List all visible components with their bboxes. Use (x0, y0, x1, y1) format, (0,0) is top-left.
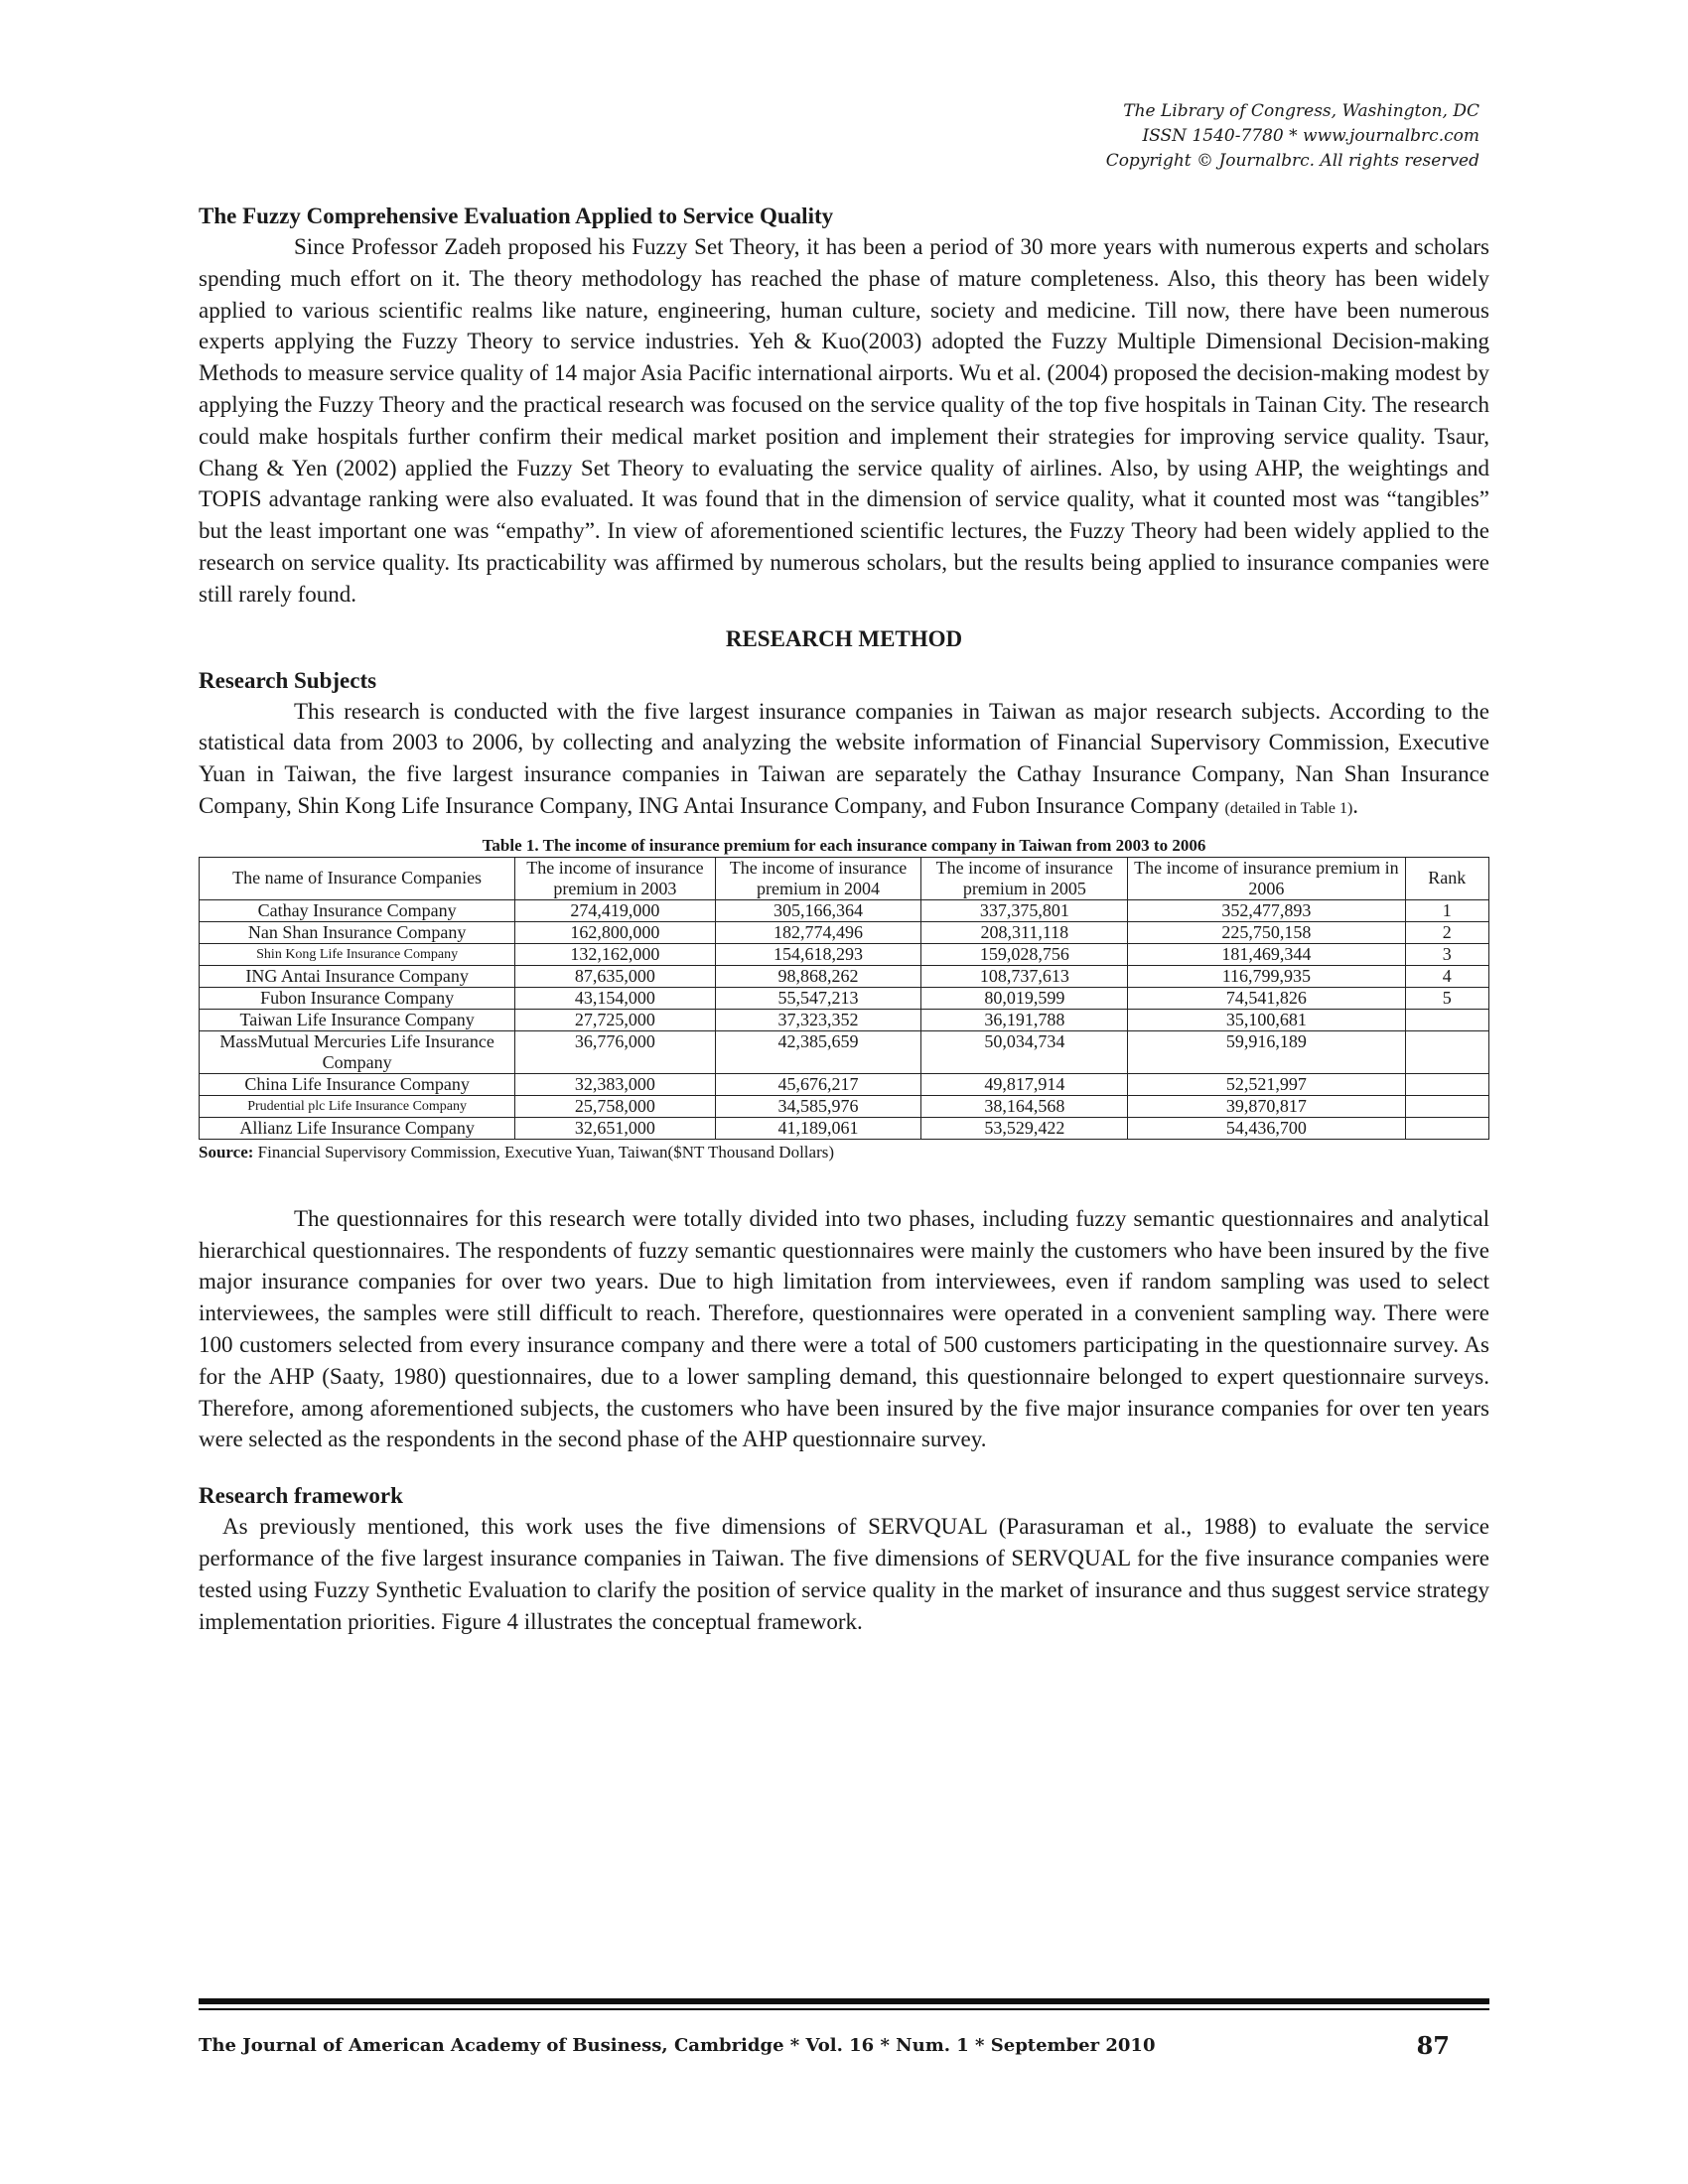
paragraph-fuzzy: Since Professor Zadeh proposed his Fuzzy Set Theory, it has been a period of 30 more years with numerous experts and scholars spending much effort on it. The theory methodology has reached the phase of mature completeness. Also, this theory has been widely applied to various scientific realms like nature, engineering, human culture, society and medicine. Till now, there have been numerous experts applying the Fuzzy Theory to service industries. Yeh & Kuo(2003) adopted the Fuzzy Multiple Dimensional Decision-making Methods to measure service quality of 14 major Asia Pacific international airports. Wu et al. (2004) proposed the decision-making modest by applying the Fuzzy Theory and the practical research was focused on the service quality of the top five hospitals in Tainan City. The research could make hospitals further confirm their medical market position and implement their strategies for improving service quality. Tsaur, Chang & Yen (2002) applied the Fuzzy Set Theory to evaluating the service quality of airlines. Also, by using AHP, the weightings and TOPIS advantage ranking were also evaluated. It was found that in the dimension of service quality, what it counted most was “tangibles” but the least important one was “empathy”. In view of aforementioned scientific lectures, the Fuzzy Theory had been widely applied to the research on service quality. Its practicability was affirmed by numerous scholars, but the results being applied to insurance companies were still rarely found. (199, 234, 1489, 607)
source-label: Source: (199, 1142, 254, 1161)
cell-2006: 181,469,344 (1128, 943, 1405, 965)
cell-2003: 36,776,000 (515, 1030, 715, 1073)
cell-company: Allianz Life Insurance Company (200, 1117, 515, 1139)
cell-2004: 182,774,496 (715, 921, 921, 943)
table-row (200, 921, 1489, 943)
cell-2003: 43,154,000 (515, 987, 715, 1009)
cell-2004: 37,323,352 (715, 1009, 921, 1030)
page-number: 87 (1416, 2031, 1450, 2060)
section-title-subjects: Research Subjects (199, 667, 377, 693)
cell-2005: 38,164,568 (921, 1095, 1128, 1117)
spacer (199, 1163, 1489, 1203)
header-line-2: ISSN 1540-7780 * www.journalbrc.com (1142, 126, 1479, 146)
cell-2004: 42,385,659 (715, 1030, 921, 1073)
cell-2004: 45,676,217 (715, 1073, 921, 1095)
section-title-fuzzy: The Fuzzy Comprehensive Evaluation Applied to Service Quality (199, 204, 834, 228)
cell-rank (1405, 1030, 1488, 1073)
cell-2005: 49,817,914 (921, 1073, 1128, 1095)
cell-2006: 352,477,893 (1128, 899, 1405, 921)
table-row (200, 965, 1489, 987)
cell-rank: 5 (1405, 987, 1488, 1009)
header-2004: The income of insurance premium in 2004 (715, 857, 921, 899)
table-row (200, 899, 1489, 921)
footer-rule-thin (199, 2008, 1489, 2010)
cell-2005: 108,737,613 (921, 965, 1128, 987)
cell-rank: 1 (1405, 899, 1488, 921)
cell-2004: 154,618,293 (715, 943, 921, 965)
table-source (199, 1142, 1489, 1163)
footer-rule-thick (199, 1998, 1489, 2004)
cell-2005: 159,028,756 (921, 943, 1128, 965)
header-line-1: The Library of Congress, Washington, DC (1123, 101, 1479, 121)
cell-2006: 39,870,817 (1128, 1095, 1405, 1117)
cell-rank: 3 (1405, 943, 1488, 965)
header-2006: The income of insurance premium in 2006 (1128, 857, 1405, 899)
cell-2005: 208,311,118 (921, 921, 1128, 943)
cell-2006: 52,521,997 (1128, 1073, 1405, 1095)
paragraph-framework: As previously mentioned, this work uses the five dimensions of SERVQUAL (Parasuraman et al., 1988) to evaluate the service performance of the five largest insurance companies in Taiwan. The five dimensions of SERVQUAL for the five insurance companies were tested using Fuzzy Synthetic Evaluation to clarify the position of service quality in the market of insurance and thus suggest service strategy implementation priorities. Figure 4 illustrates the conceptual framework. (199, 1514, 1489, 1634)
source-text: Financial Supervisory Commission, Executive Yuan, Taiwan($NT Thousand Dollars) (253, 1142, 835, 1161)
journal-footer (199, 2031, 1450, 2060)
header-rank: Rank (1405, 857, 1488, 899)
cell-company: China Life Insurance Company (200, 1073, 515, 1095)
cell-2003: 162,800,000 (515, 921, 715, 943)
header-company: The name of Insurance Companies (200, 857, 515, 899)
section-title-framework: Research framework (199, 1483, 403, 1509)
heading-research-method: RESEARCH METHOD (725, 625, 963, 651)
premium-table (199, 857, 1489, 1140)
cell-2003: 27,725,000 (515, 1009, 715, 1030)
cell-rank (1405, 1095, 1488, 1117)
table-row (200, 1030, 1489, 1073)
cell-2006: 35,100,681 (1128, 1009, 1405, 1030)
cell-2003: 25,758,000 (515, 1095, 715, 1117)
cell-company: Shin Kong Life Insurance Company (200, 943, 515, 965)
cell-2006: 225,750,158 (1128, 921, 1405, 943)
cell-2005: 36,191,788 (921, 1009, 1128, 1030)
footer-journal-citation: The Journal of American Academy of Business, Cambridge * Vol. 16 * Num. 1 * September 2010 (199, 2035, 1156, 2056)
cell-2003: 32,383,000 (515, 1073, 715, 1095)
cell-2004: 55,547,213 (715, 987, 921, 1009)
table-row (200, 1095, 1489, 1117)
cell-rank: 2 (1405, 921, 1488, 943)
table-header-row (200, 857, 1489, 899)
cell-2005: 50,034,734 (921, 1030, 1128, 1073)
cell-2003: 32,651,000 (515, 1117, 715, 1139)
table-caption: Table 1. The income of insurance premium for each insurance company in Taiwan from 2003 to 2006 (482, 835, 1206, 855)
cell-2004: 41,189,061 (715, 1117, 921, 1139)
cell-2005: 53,529,422 (921, 1117, 1128, 1139)
cell-rank (1405, 1009, 1488, 1030)
cell-2005: 337,375,801 (921, 899, 1128, 921)
paragraph-questionnaires: The questionnaires for this research were totally divided into two phases, including fuzzy semantic questionnaires and analytical hierarchical questionnaires. The respondents of fuzzy semantic questionnaires were mainly the customers who have been insured by the five major insurance companies for over two years. Due to high limitation from interviewees, even if random sampling was used to select interviewees, the samples were still difficult to reach. Therefore, questionnaires were operated in a convenient sampling way. There were 100 customers selected from every insurance company and there were a total of 500 customers participating in the questionnaire survey. As for the AHP (Saaty, 1980) questionnaires, due to a lower sampling demand, this questionnaire belonged to expert questionnaire surveys. Therefore, among aforementioned subjects, the customers who have been insured by the five major insurance companies for over ten years were selected as the respondents in the second phase of the AHP questionnaire survey. (199, 1205, 1489, 1452)
cell-rank: 4 (1405, 965, 1488, 987)
cell-2004: 98,868,262 (715, 965, 921, 987)
cell-2006: 54,436,700 (1128, 1117, 1405, 1139)
cell-company: ING Antai Insurance Company (200, 965, 515, 987)
cell-2004: 305,166,364 (715, 899, 921, 921)
header-2003: The income of insurance premium in 2003 (515, 857, 715, 899)
header-2005: The income of insurance premium in 2005 (921, 857, 1128, 899)
header-line-3: Copyright © Journalbrc. All rights reserved (1105, 151, 1479, 171)
table-row (200, 1073, 1489, 1095)
cell-2006: 74,541,826 (1128, 987, 1405, 1009)
spacer (199, 1455, 1489, 1481)
subjects-end: . (1352, 792, 1359, 818)
cell-company: MassMutual Mercuries Life Insurance Company (200, 1030, 515, 1073)
cell-2003: 132,162,000 (515, 943, 715, 965)
cell-company: Nan Shan Insurance Company (200, 921, 515, 943)
cell-2003: 87,635,000 (515, 965, 715, 987)
table-row (200, 1117, 1489, 1139)
subjects-text: This research is conducted with the five largest insurance companies in Taiwan as major research subjects. According to the statistical data from 2003 to 2006, by collecting and analyzing the website information of Financial Supervisory Commission, Executive Yuan in Taiwan, the five largest insurance companies in Taiwan are separately the Cathay Insurance Company, Nan Shan Insurance Company, Shin Kong Life Insurance Company, ING Antai Insurance Company, and Fubon Insurance Company (199, 698, 1489, 818)
cell-2005: 80,019,599 (921, 987, 1128, 1009)
journal-header (1106, 99, 1479, 174)
table-row (200, 987, 1489, 1009)
table-row (200, 1009, 1489, 1030)
cell-company: Fubon Insurance Company (200, 987, 515, 1009)
cell-company: Taiwan Life Insurance Company (200, 1009, 515, 1030)
cell-2006: 59,916,189 (1128, 1030, 1405, 1073)
subjects-detail-ref: (detailed in Table 1) (1224, 799, 1353, 817)
table-row (200, 943, 1489, 965)
cell-company: Cathay Insurance Company (200, 899, 515, 921)
article-body (199, 202, 1489, 1637)
cell-2006: 116,799,935 (1128, 965, 1405, 987)
cell-rank (1405, 1117, 1488, 1139)
cell-2004: 34,585,976 (715, 1095, 921, 1117)
paragraph-subjects (199, 696, 1489, 825)
cell-rank (1405, 1073, 1488, 1095)
cell-2003: 274,419,000 (515, 899, 715, 921)
cell-company: Prudential plc Life Insurance Company (200, 1095, 515, 1117)
